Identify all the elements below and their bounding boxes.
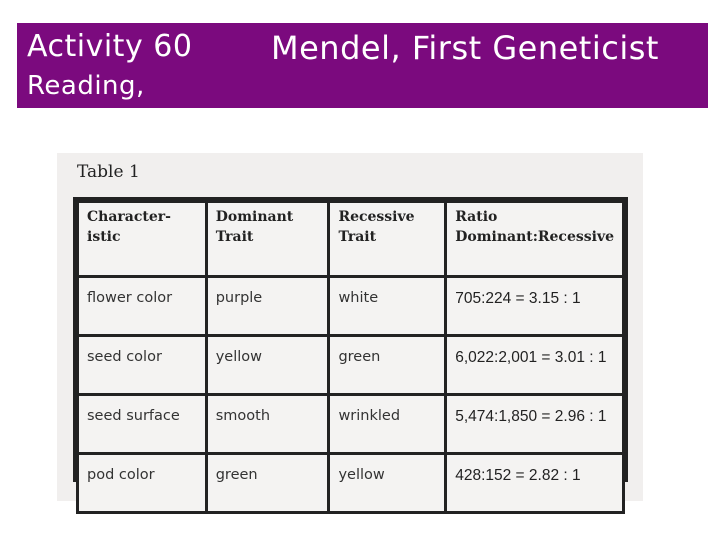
title-banner <box>17 23 708 108</box>
table-row <box>79 337 622 393</box>
slide-title: Mendel, First Geneticist <box>271 29 659 67</box>
cell-recessive: wrinkled <box>330 396 444 452</box>
scanned-table-image <box>57 153 643 501</box>
header-characteristic <box>79 203 205 275</box>
header-line: Recessive <box>338 209 415 225</box>
activity-label: Activity 60 <box>27 29 193 64</box>
table-title: Table 1 <box>77 162 140 182</box>
cell-characteristic: seed surface <box>79 396 205 452</box>
header-recessive-trait <box>330 203 444 275</box>
cell-ratio: 705:224 = 3.15 : 1 <box>447 278 622 334</box>
table-row <box>79 455 622 511</box>
cell-ratio: 428:152 = 2.82 : 1 <box>447 455 622 511</box>
table-row <box>79 396 622 452</box>
cell-dominant: yellow <box>208 337 328 393</box>
header-line: Trait <box>215 229 254 245</box>
cell-recessive: white <box>330 278 444 334</box>
cell-characteristic: seed color <box>79 337 205 393</box>
cell-recessive: green <box>330 337 444 393</box>
cell-characteristic: pod color <box>79 455 205 511</box>
header-line: Dominant <box>215 209 294 225</box>
header-line: istic <box>87 229 121 245</box>
cell-dominant: smooth <box>208 396 328 452</box>
header-line: Ratio <box>455 209 498 225</box>
cell-dominant: green <box>208 455 328 511</box>
header-ratio <box>447 203 622 275</box>
header-line: Trait <box>338 229 377 245</box>
cell-recessive: yellow <box>330 455 444 511</box>
reading-label: Reading, <box>27 71 145 101</box>
header-dominant-trait <box>208 203 328 275</box>
table-frame <box>73 197 628 482</box>
header-line: Character- <box>87 209 171 225</box>
header-line: Dominant:Recessive <box>455 229 614 245</box>
cell-ratio: 6,022:2,001 = 3.01 : 1 <box>447 337 622 393</box>
mendel-table <box>76 200 625 514</box>
table-row <box>79 278 622 334</box>
cell-characteristic: flower color <box>79 278 205 334</box>
table-header-row <box>79 203 622 275</box>
cell-ratio: 5,474:1,850 = 2.96 : 1 <box>447 396 622 452</box>
cell-dominant: purple <box>208 278 328 334</box>
